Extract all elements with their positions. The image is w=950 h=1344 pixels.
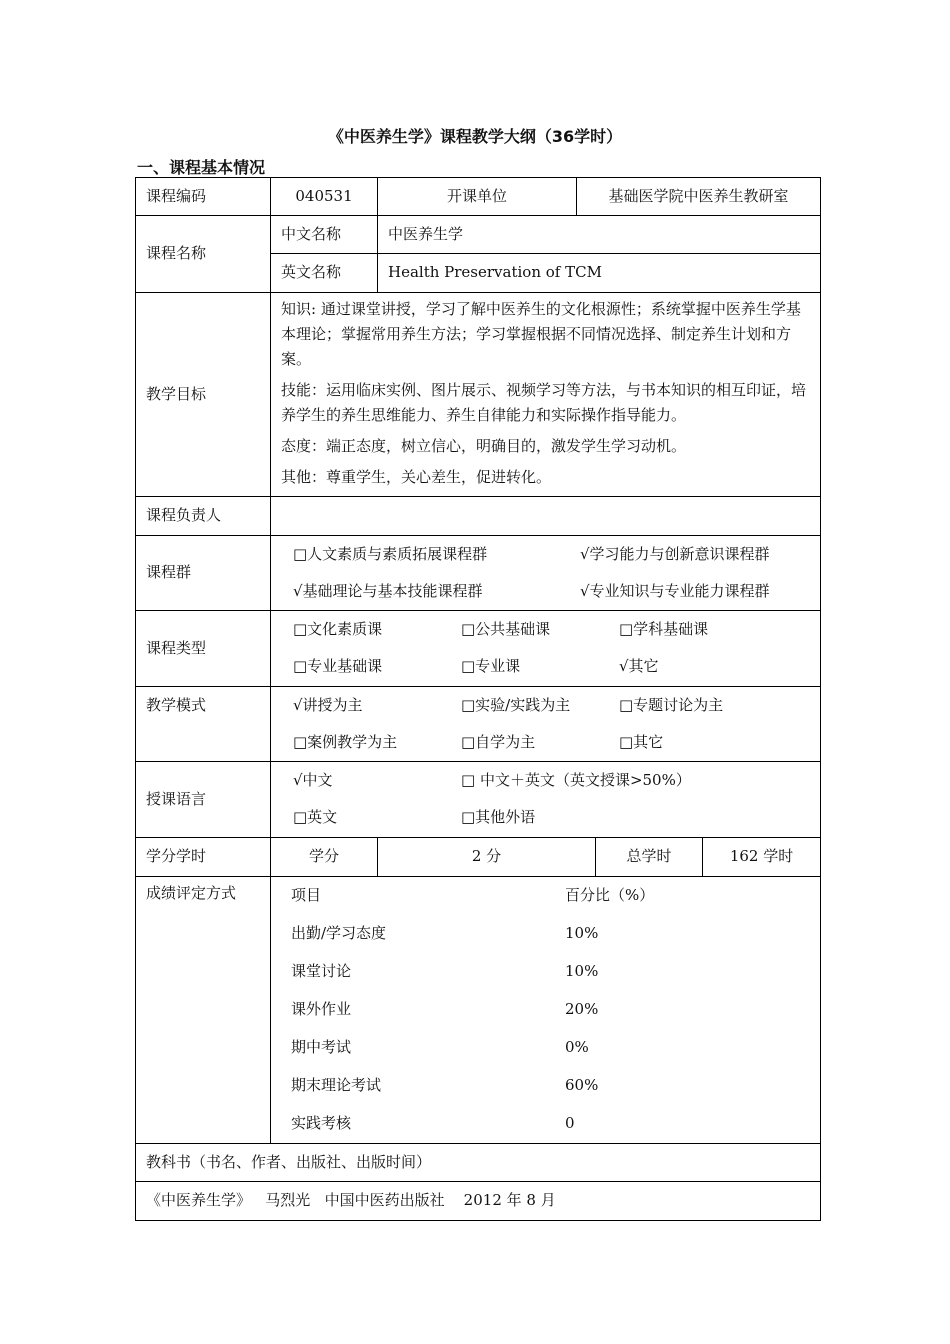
grading-row xyxy=(281,1105,820,1143)
grading-header-item: 项目 xyxy=(291,886,322,905)
course-type-label: 课程类型 xyxy=(136,611,271,687)
teaching-mode-option[interactable]: □其它 xyxy=(619,732,664,751)
en-name-label: 英文名称 xyxy=(271,254,378,293)
grading-item: 实践考核 xyxy=(291,1114,352,1133)
teaching-mode-label: 教学模式 xyxy=(136,687,271,762)
course-group-label: 课程群 xyxy=(136,536,271,611)
goal-other: 其他：尊重学生，关心差生，促进转化。 xyxy=(281,468,552,486)
credits-label: 学分学时 xyxy=(136,838,271,877)
course-info-table xyxy=(135,177,821,1221)
goal-attitude: 态度：端正态度，树立信心，明确目的，激发学生学习动机。 xyxy=(281,437,687,455)
textbook-value: 《中医养生学》 马烈光 中国中医药出版社 2012 年 8 月 xyxy=(136,1182,821,1221)
hours-label: 总学时 xyxy=(596,838,703,877)
teaching-mode-option[interactable]: □专题讨论为主 xyxy=(619,695,724,714)
goals-content xyxy=(271,293,821,497)
cn-name-value: 中医养生学 xyxy=(378,216,821,254)
credit-value: 2 分 xyxy=(378,838,596,877)
lead-value xyxy=(271,497,821,536)
goals-label: 教学目标 xyxy=(136,293,271,497)
cn-name-label: 中文名称 xyxy=(271,216,378,254)
grading-pct: 20% xyxy=(565,1000,599,1019)
language-options xyxy=(271,762,821,838)
textbook-label: 教科书（书名、作者、出版社、出版时间） xyxy=(136,1144,821,1182)
language-option[interactable]: √中文 xyxy=(293,771,333,790)
course-type-option[interactable]: □公共基础课 xyxy=(461,620,551,639)
course-group-options xyxy=(271,536,821,611)
language-option[interactable]: □ 中文＋英文（英文授课>50%） xyxy=(461,771,691,790)
row-language xyxy=(136,762,821,838)
credit-label: 学分 xyxy=(271,838,378,877)
row-lead xyxy=(136,497,821,536)
section-heading: 一、课程基本情况 xyxy=(137,158,266,177)
teaching-mode-option[interactable]: □实验/实践为主 xyxy=(461,695,571,714)
course-code-label: 课程编码 xyxy=(136,178,271,216)
grading-item: 期中考试 xyxy=(291,1038,352,1057)
grading-row xyxy=(281,1029,820,1067)
grading-header-pct: 百分比（%） xyxy=(565,886,655,905)
grading-row xyxy=(281,953,820,991)
grading-header xyxy=(281,877,820,915)
unit-value: 基础医学院中医养生教研室 xyxy=(577,178,821,216)
grading-row xyxy=(281,991,820,1029)
row-goals xyxy=(136,293,821,497)
language-option[interactable]: □其他外语 xyxy=(461,808,536,827)
grading-item: 出勤/学习态度 xyxy=(291,924,387,943)
goal-knowledge: 知识: 通过课堂讲授，学习了解中医养生的文化根源性；系统掌握中医养生学基本理论；掌握常用养生方法；学习掌握根据不同情况选择、制定养生计划和方案。 xyxy=(281,300,801,368)
grading-item: 课外作业 xyxy=(291,1000,352,1019)
grading-pct: 10% xyxy=(565,962,599,981)
course-group-option[interactable]: □人文素质与素质拓展课程群 xyxy=(293,544,488,563)
language-label: 授课语言 xyxy=(136,762,271,838)
course-type-option[interactable]: □专业课 xyxy=(461,657,521,676)
course-group-option[interactable]: √专业知识与专业能力课程群 xyxy=(580,581,770,600)
course-group-option[interactable]: √基础理论与基本技能课程群 xyxy=(293,581,483,600)
lead-label: 课程负责人 xyxy=(136,497,271,536)
goal-skills: 技能：运用临床实例、图片展示、视频学习等方法，与书本知识的相互印证，培养学生的养生思维能力、养生自律能力和实际操作指导能力。 xyxy=(281,381,807,424)
course-type-option[interactable]: □学科基础课 xyxy=(619,620,709,639)
grading-label: 成绩评定方式 xyxy=(136,877,271,1144)
row-textbook-value xyxy=(136,1182,821,1221)
course-type-option[interactable]: □专业基础课 xyxy=(293,657,383,676)
grading-row xyxy=(281,1067,820,1105)
course-type-option[interactable]: □文化素质课 xyxy=(293,620,383,639)
row-course-type xyxy=(136,611,821,687)
course-type-options xyxy=(271,611,821,687)
row-credits xyxy=(136,838,821,877)
course-group-option[interactable]: √学习能力与创新意识课程群 xyxy=(580,544,770,563)
teaching-mode-options xyxy=(271,687,821,762)
row-textbook-label xyxy=(136,1144,821,1182)
row-course-name-cn xyxy=(136,216,821,254)
row-grading xyxy=(136,877,821,1144)
row-course-group xyxy=(136,536,821,611)
grading-item: 课堂讨论 xyxy=(291,962,352,981)
course-type-option[interactable]: √其它 xyxy=(619,657,659,676)
course-name-label: 课程名称 xyxy=(136,216,271,293)
grading-pct: 0 xyxy=(565,1114,575,1133)
course-code-value: 040531 xyxy=(271,178,378,216)
grading-row xyxy=(281,915,820,953)
teaching-mode-option[interactable]: □自学为主 xyxy=(461,732,536,751)
language-option[interactable]: □英文 xyxy=(293,808,338,827)
en-name-value: Health Preservation of TCM xyxy=(378,254,821,293)
grading-pct: 60% xyxy=(565,1076,599,1095)
grading-pct: 0% xyxy=(565,1038,589,1057)
teaching-mode-option[interactable]: √讲授为主 xyxy=(293,695,363,714)
page-title: 《中医养生学》课程教学大纲（36学时） xyxy=(327,127,623,146)
grading-item: 期末理论考试 xyxy=(291,1076,382,1095)
unit-label: 开课单位 xyxy=(378,178,577,216)
row-teaching-mode xyxy=(136,687,821,762)
grading-pct: 10% xyxy=(565,924,599,943)
grading-content xyxy=(271,877,821,1144)
hours-value: 162 学时 xyxy=(703,838,821,877)
row-course-code xyxy=(136,178,821,216)
teaching-mode-option[interactable]: □案例教学为主 xyxy=(293,732,398,751)
